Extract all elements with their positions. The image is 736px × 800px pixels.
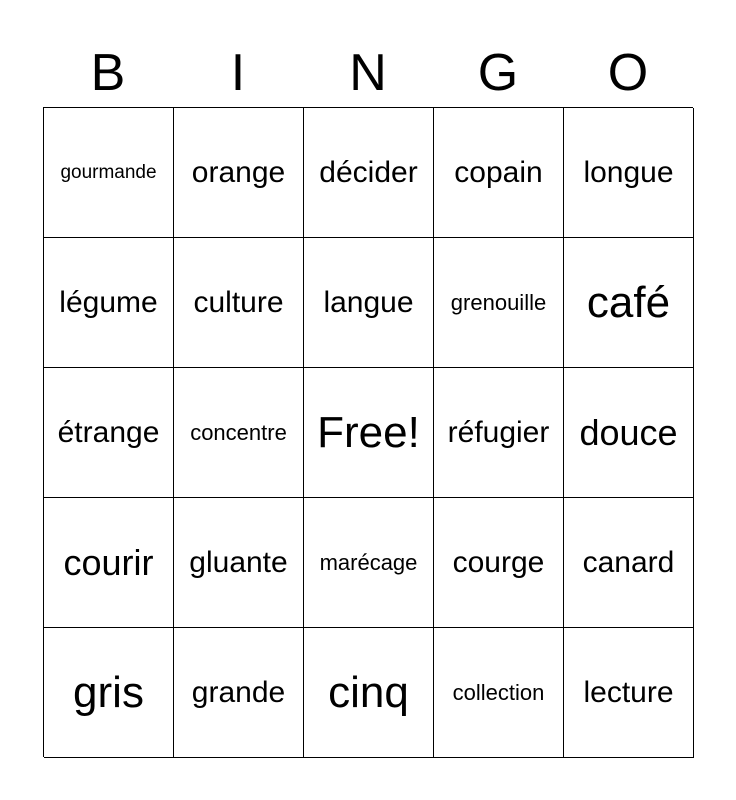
bingo-cell[interactable]: marécage xyxy=(304,498,434,628)
bingo-cell[interactable]: grenouille xyxy=(434,238,564,368)
bingo-cell[interactable]: lecture xyxy=(564,628,694,758)
bingo-cell[interactable]: culture xyxy=(174,238,304,368)
bingo-cell[interactable]: longue xyxy=(564,108,694,238)
bingo-cell[interactable]: café xyxy=(564,238,694,368)
bingo-cell[interactable]: gourmande xyxy=(44,108,174,238)
bingo-header xyxy=(43,38,693,108)
bingo-cell[interactable]: concentre xyxy=(174,368,304,498)
bingo-cell[interactable]: légume xyxy=(44,238,174,368)
bingo-cell[interactable]: cinq xyxy=(304,628,434,758)
header-letter-n: N xyxy=(349,44,387,102)
header-letter-i: I xyxy=(230,44,246,102)
bingo-board xyxy=(43,107,693,757)
header-letter-g: G xyxy=(477,44,519,102)
header-letter-o: O xyxy=(607,44,649,102)
bingo-cell[interactable]: douce xyxy=(564,368,694,498)
bingo-cell[interactable]: orange xyxy=(174,108,304,238)
free-space-cell[interactable]: Free! xyxy=(304,368,434,498)
bingo-cell[interactable]: canard xyxy=(564,498,694,628)
bingo-cell[interactable]: langue xyxy=(304,238,434,368)
bingo-cell[interactable]: courge xyxy=(434,498,564,628)
bingo-cell[interactable]: gluante xyxy=(174,498,304,628)
bingo-cell[interactable]: gris xyxy=(44,628,174,758)
header-letter-b: B xyxy=(90,44,126,102)
bingo-cell[interactable]: grande xyxy=(174,628,304,758)
bingo-cell[interactable]: collection xyxy=(434,628,564,758)
bingo-cell[interactable]: étrange xyxy=(44,368,174,498)
bingo-cell[interactable]: copain xyxy=(434,108,564,238)
bingo-cell[interactable]: réfugier xyxy=(434,368,564,498)
bingo-cell[interactable]: courir xyxy=(44,498,174,628)
bingo-cell[interactable]: décider xyxy=(304,108,434,238)
